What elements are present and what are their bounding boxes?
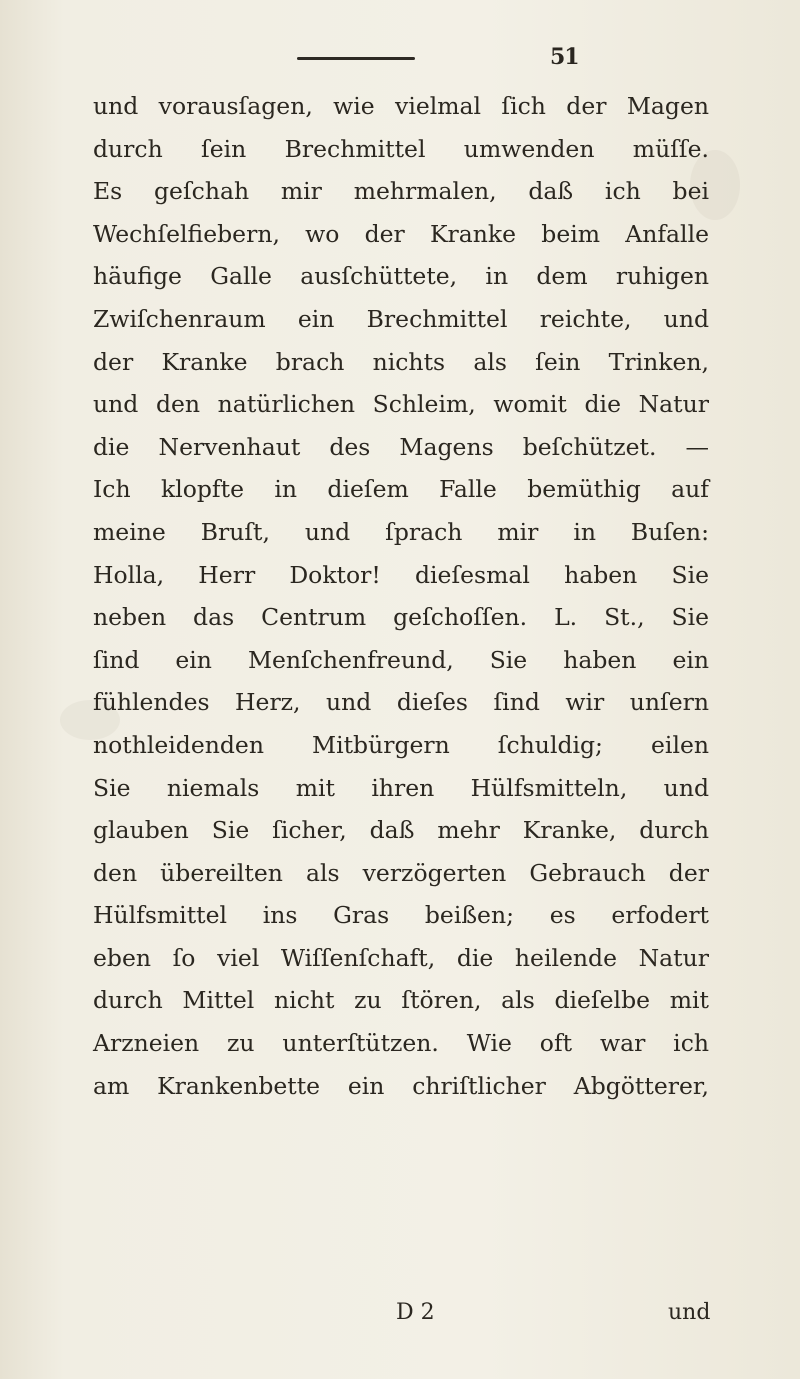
text-line: fühlendes Herz, und dieſes ſind wir unſern [93, 688, 709, 717]
body-text [93, 85, 709, 1107]
text-line: die Nervenhaut des Magens beſchützet. — [93, 432, 709, 461]
text-line: und den natürlichen Schleim, womit die Natur [93, 390, 709, 419]
text-line: meine Bruſt, und ſprach mir in Buſen: [93, 517, 709, 546]
text-line: nothleidenden Mitbürgern ſchuldig; eilen [93, 730, 709, 759]
text-line: und vorausſagen, wie vielmal ſich der Magen [93, 92, 709, 120]
text-line: Wechſelfiebern, wo der Kranke beim Anfalle [93, 219, 709, 248]
text-line: am Krankenbette ein chriſtlicher Abgötterer, [93, 1071, 709, 1100]
text-line: neben das Centrum geſchoſſen. L. St., Sie [93, 603, 709, 632]
page-number: 51 [550, 44, 579, 70]
header-rule [297, 57, 415, 60]
text-line: eben ſo viel Wiſſenſchaft, die heilende Natur [93, 943, 709, 972]
text-line: den übereilten als verzögerten Gebrauch der [93, 858, 709, 887]
text-line: glauben Sie ſicher, daß mehr Kranke, durch [93, 816, 709, 845]
text-line: der Kranke brach nichts als ſein Trinken, [93, 347, 709, 376]
signature-mark: D 2 [396, 1300, 435, 1325]
text-line: häufige Galle ausſchüttete, in dem ruhigen [93, 262, 709, 291]
text-line: Es geſchah mir mehrmalen, daß ich bei [93, 177, 709, 206]
text-line: Zwiſchenraum ein Brechmittel reichte, und [93, 304, 709, 333]
text-line: Hülfsmittel ins Gras beißen; es erfodert [93, 901, 709, 930]
text-line: Arzneien zu unterſtützen. Wie oft war ich [93, 1029, 709, 1058]
text-line: Sie niemals mit ihren Hülfsmitteln, und [93, 773, 709, 802]
text-line: Ich klopfte in dieſem Falle bemüthig auf [93, 475, 709, 504]
text-line: durch Mittel nicht zu ſtören, als dieſelbe mit [93, 986, 709, 1015]
text-line: ſind ein Menſchenfreund, Sie haben ein [93, 645, 709, 674]
text-line: durch ſein Brechmittel umwenden müſſe. [93, 134, 709, 163]
text-line: Holla, Herr Doktor! dieſesmal haben Sie [93, 560, 709, 589]
catchword: und [668, 1300, 711, 1325]
